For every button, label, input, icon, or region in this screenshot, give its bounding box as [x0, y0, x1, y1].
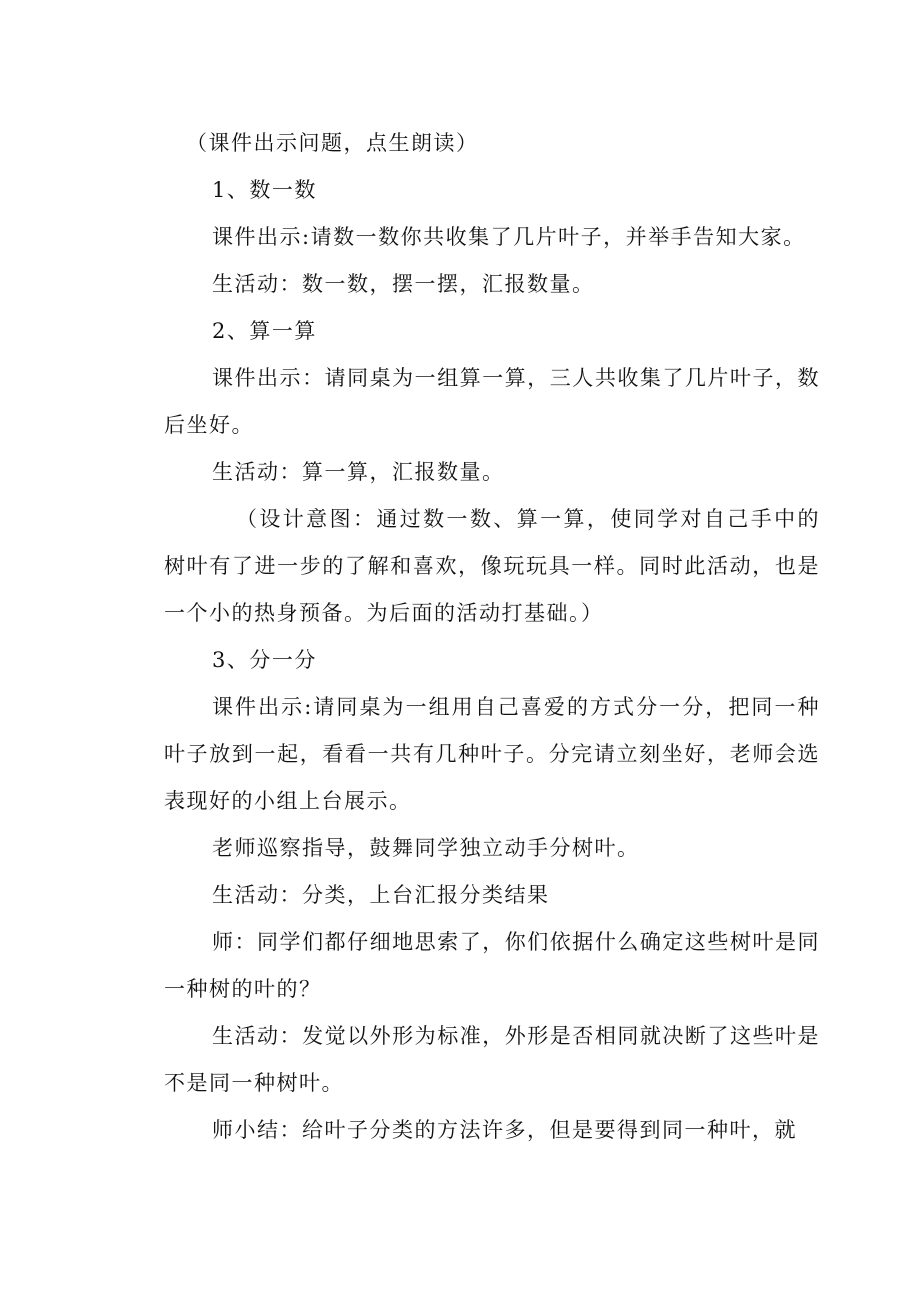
heading-calculate: 2、算一算	[212, 319, 317, 343]
paragraph-calculate-activity: 生活动：算一算，汇报数量。	[212, 460, 505, 484]
paragraph-teacher-question: 师：同学们都仔细地思索了，你们依据什么确定这些树叶是同一种树的叶的？	[164, 930, 820, 1001]
paragraph-design-intent: （设计意图：通过数一数、算一算，使同学对自己手中的树叶有了进一步的了解和喜欢，像玩玩具一样。同时此活动，也是一个小的热身预备。为后面的活动打基础。）	[164, 507, 820, 625]
paragraph-student-finding: 生活动：发觉以外形为标准，外形是否相同就决断了这些叶是不是同一种树叶。	[164, 1024, 820, 1095]
document-body	[164, 120, 820, 1154]
paragraph-intro: （课件出示问题，点生朗读）	[186, 131, 479, 155]
paragraph-sort-prompt: 课件出示:请同桌为一组用自己喜爱的方式分一分，把同一种叶子放到一起，看看一共有几种叶子。分完请立刻坐好，老师会选表现好的小组上台展示。	[164, 695, 820, 813]
paragraph-sort-activity: 生活动：分类，上台汇报分类结果	[212, 883, 550, 907]
paragraph-teacher-summary: 师小结：给叶子分类的方法许多，但是要得到同一种叶，就	[212, 1118, 797, 1142]
paragraph-teacher-guidance: 老师巡察指导，鼓舞同学独立动手分树叶。	[212, 836, 640, 860]
paragraph-calculate-prompt: 课件出示：请同桌为一组算一算，三人共收集了几片叶子，数后坐好。	[164, 366, 820, 437]
paragraph-count-prompt: 课件出示:请数一数你共收集了几片叶子，并举手告知大家。	[212, 225, 806, 249]
heading-count: 1、数一数	[212, 178, 317, 202]
heading-sort: 3、分一分	[212, 648, 317, 672]
paragraph-count-activity: 生活动：数一数，摆一摆，汇报数量。	[212, 272, 595, 296]
